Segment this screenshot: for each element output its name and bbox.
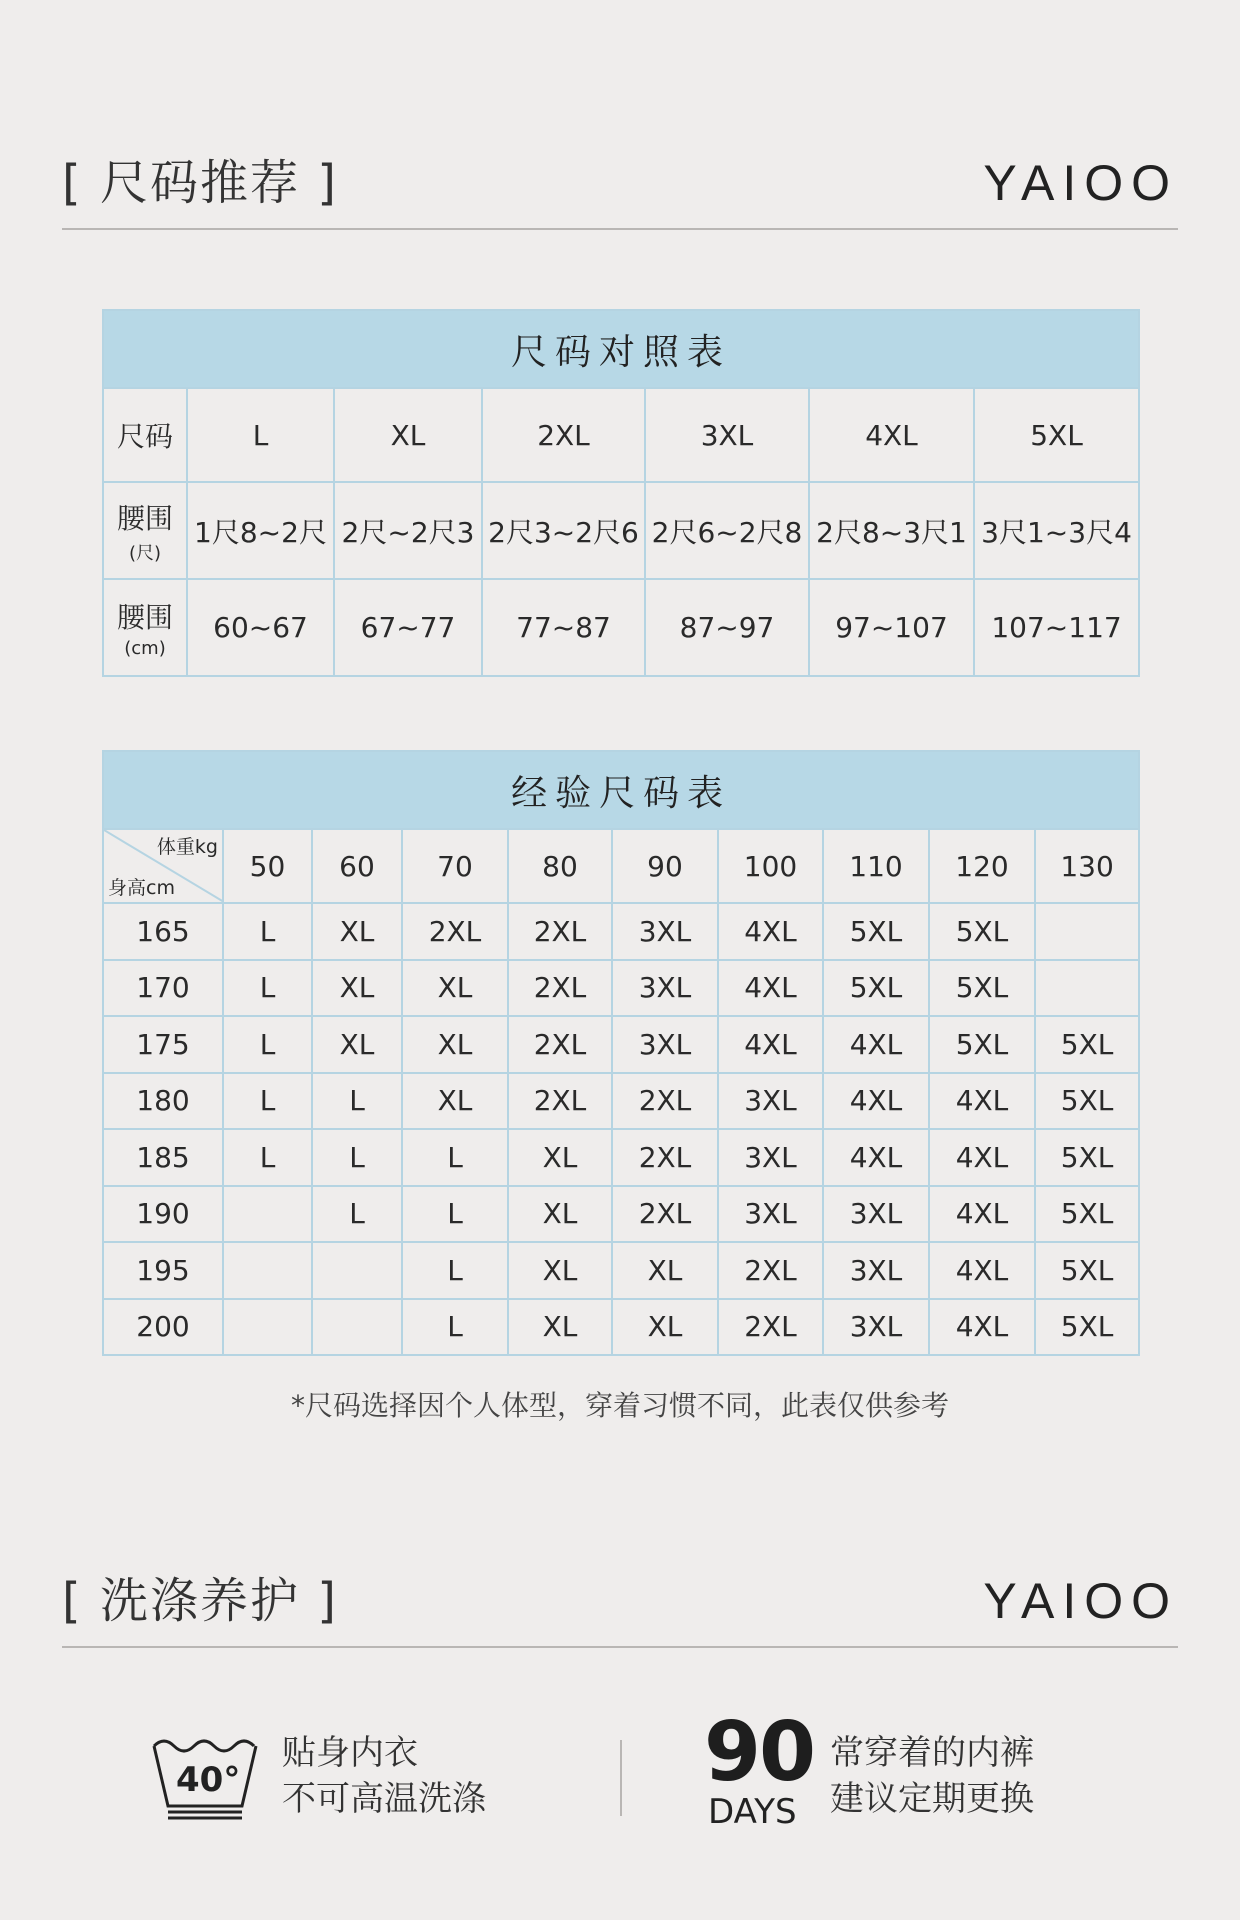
size-cell: 3XL	[718, 1186, 823, 1243]
weight-header: 80	[508, 829, 612, 903]
waist-cm-cell: 97~107	[809, 579, 974, 676]
size-cell: 4XL	[929, 1299, 1035, 1356]
experience-size-caption: 经验尺码表	[103, 751, 1139, 829]
table-row	[103, 903, 1139, 960]
table-row	[103, 579, 1139, 676]
weight-header: 60	[312, 829, 402, 903]
table-row	[103, 1242, 1139, 1299]
height-cell: 175	[103, 1016, 223, 1073]
size-row-label: 尺码	[103, 388, 187, 482]
weight-header: 100	[718, 829, 823, 903]
size-cell: XL	[508, 1299, 612, 1356]
waist-cm-cell: 87~97	[645, 579, 809, 676]
size-cell: 2XL	[612, 1073, 718, 1130]
table-row	[103, 1186, 1139, 1243]
waist-chi-label: 腰围	[116, 501, 173, 535]
size-comparison-table	[102, 309, 1140, 677]
size-cell: 5XL	[1035, 1299, 1139, 1356]
wash-line-2: 不可高温洗涤	[282, 1779, 486, 1819]
size-cell	[312, 1299, 402, 1356]
size-cell: 3XL	[718, 1073, 823, 1130]
table-row	[103, 482, 1139, 579]
size-cell: L	[187, 388, 334, 482]
experience-size-body	[103, 903, 1139, 1355]
waist-chi-row-label	[103, 482, 187, 579]
size-cell	[312, 1242, 402, 1299]
size-cell: 4XL	[809, 388, 974, 482]
size-cell: XL	[402, 1016, 508, 1073]
height-cell: 185	[103, 1129, 223, 1186]
table-row	[103, 1129, 1139, 1186]
size-cell: L	[402, 1299, 508, 1356]
size-cell: 4XL	[929, 1129, 1035, 1186]
size-cell: 5XL	[823, 960, 929, 1017]
size-cell: XL	[312, 903, 402, 960]
size-cell: 5XL	[929, 960, 1035, 1017]
size-cell	[1035, 960, 1139, 1017]
waist-cm-row-label	[103, 579, 187, 676]
weight-header: 70	[402, 829, 508, 903]
size-cell: XL	[312, 1016, 402, 1073]
weight-header: 120	[929, 829, 1035, 903]
table-row	[103, 960, 1139, 1017]
size-cell: L	[223, 1016, 312, 1073]
size-cell: 5XL	[974, 388, 1139, 482]
waist-chi-cell: 1尺8~2尺	[187, 482, 334, 579]
waist-cm-cell: 107~117	[974, 579, 1139, 676]
disclaimer-note: *尺码选择因个人体型，穿着习惯不同，此表仅供参考	[290, 1389, 949, 1422]
care-divider	[620, 1740, 622, 1816]
size-cell	[223, 1186, 312, 1243]
size-cell: XL	[508, 1186, 612, 1243]
size-cell: 5XL	[1035, 1073, 1139, 1130]
size-comparison-caption: 尺码对照表	[103, 310, 1139, 388]
size-cell: 3XL	[645, 388, 809, 482]
size-cell: L	[312, 1186, 402, 1243]
table-header-row	[103, 829, 1139, 903]
size-section-header	[62, 140, 1178, 230]
weight-header: 130	[1035, 829, 1139, 903]
size-cell: 5XL	[1035, 1242, 1139, 1299]
size-cell: 3XL	[823, 1186, 929, 1243]
size-cell: XL	[612, 1242, 718, 1299]
size-cell: 2XL	[508, 903, 612, 960]
size-cell: L	[223, 1073, 312, 1130]
size-cell: L	[402, 1129, 508, 1186]
height-cell: 170	[103, 960, 223, 1017]
size-cell: 5XL	[1035, 1016, 1139, 1073]
waist-chi-cell: 2尺6~2尺8	[645, 482, 809, 579]
size-cell: 4XL	[929, 1242, 1035, 1299]
height-cell: 195	[103, 1242, 223, 1299]
size-cell: 4XL	[823, 1016, 929, 1073]
size-cell: L	[223, 1129, 312, 1186]
replace-line-2: 建议定期更换	[830, 1779, 1034, 1819]
replace-line-1: 常穿着的内裤	[830, 1733, 1034, 1773]
size-cell: 4XL	[929, 1073, 1035, 1130]
waist-chi-unit: (尺)	[128, 542, 162, 564]
size-cell: 2XL	[718, 1299, 823, 1356]
size-cell: L	[402, 1242, 508, 1299]
days-number: 90	[704, 1705, 815, 1800]
size-cell: L	[223, 903, 312, 960]
waist-cm-unit: (cm)	[124, 638, 166, 659]
size-cell: 2XL	[612, 1129, 718, 1186]
size-cell: 4XL	[718, 903, 823, 960]
height-axis-label: 身高cm	[108, 877, 175, 899]
size-cell: XL	[334, 388, 482, 482]
size-cell: L	[312, 1073, 402, 1130]
size-cell: 5XL	[1035, 1186, 1139, 1243]
size-cell	[223, 1299, 312, 1356]
waist-chi-cell: 2尺3~2尺6	[482, 482, 645, 579]
brand-logo: YAIOO	[983, 155, 1178, 211]
height-cell: 180	[103, 1073, 223, 1130]
brand-logo: YAIOO	[983, 1573, 1178, 1629]
size-cell: 5XL	[929, 1016, 1035, 1073]
size-cell: 2XL	[482, 388, 645, 482]
size-cell: XL	[402, 1073, 508, 1130]
wash-instruction	[150, 1720, 530, 1820]
size-cell: 5XL	[929, 903, 1035, 960]
wash-temperature: 40°	[176, 1760, 241, 1800]
size-cell: XL	[312, 960, 402, 1017]
weight-header: 110	[823, 829, 929, 903]
size-cell: L	[223, 960, 312, 1017]
care-section-title: [ 洗涤养护 ]	[62, 1573, 338, 1629]
waist-chi-cell: 2尺8~3尺1	[809, 482, 974, 579]
replace-advice	[830, 1730, 1034, 1822]
size-cell	[223, 1242, 312, 1299]
size-cell: 4XL	[718, 960, 823, 1017]
size-cell: 3XL	[823, 1242, 929, 1299]
height-cell: 190	[103, 1186, 223, 1243]
size-cell: 5XL	[1035, 1129, 1139, 1186]
table-row	[103, 1299, 1139, 1356]
size-cell: 3XL	[612, 903, 718, 960]
size-cell: 2XL	[402, 903, 508, 960]
size-cell	[1035, 903, 1139, 960]
size-cell: 2XL	[508, 1073, 612, 1130]
waist-cm-label: 腰围	[116, 601, 173, 634]
size-cell: 4XL	[718, 1016, 823, 1073]
table-row	[103, 1016, 1139, 1073]
wash-line-1: 贴身内衣	[282, 1733, 418, 1773]
size-cell: 5XL	[823, 903, 929, 960]
size-cell: 3XL	[823, 1299, 929, 1356]
size-cell: L	[402, 1186, 508, 1243]
waist-chi-cell: 3尺1~3尺4	[974, 482, 1139, 579]
weight-header: 50	[223, 829, 312, 903]
waist-cm-cell: 67~77	[334, 579, 482, 676]
size-cell: 4XL	[823, 1073, 929, 1130]
weight-header: 90	[612, 829, 718, 903]
size-cell: XL	[508, 1129, 612, 1186]
size-section-title: [ 尺码推荐 ]	[62, 155, 338, 211]
experience-size-table	[102, 750, 1140, 1356]
care-section-header	[62, 1558, 1178, 1648]
waist-cm-cell: 60~67	[187, 579, 334, 676]
size-cell: 2XL	[718, 1242, 823, 1299]
size-cell: 2XL	[612, 1186, 718, 1243]
size-cell: 2XL	[508, 960, 612, 1017]
weight-height-corner-cell	[103, 829, 223, 903]
size-cell: 4XL	[929, 1186, 1035, 1243]
weight-axis-label: 体重kg	[156, 836, 218, 858]
days-label: DAYS	[708, 1792, 797, 1832]
table-row	[103, 1073, 1139, 1130]
table-row	[103, 388, 1139, 482]
size-cell: 3XL	[612, 1016, 718, 1073]
size-cell: 2XL	[508, 1016, 612, 1073]
waist-chi-cell: 2尺~2尺3	[334, 482, 482, 579]
size-cell: 3XL	[718, 1129, 823, 1186]
waist-cm-cell: 77~87	[482, 579, 645, 676]
height-cell: 200	[103, 1299, 223, 1356]
size-cell: 4XL	[823, 1129, 929, 1186]
height-cell: 165	[103, 903, 223, 960]
size-cell: XL	[612, 1299, 718, 1356]
size-cell: 3XL	[612, 960, 718, 1017]
size-cell: XL	[402, 960, 508, 1017]
size-cell: L	[312, 1129, 402, 1186]
size-cell: XL	[508, 1242, 612, 1299]
